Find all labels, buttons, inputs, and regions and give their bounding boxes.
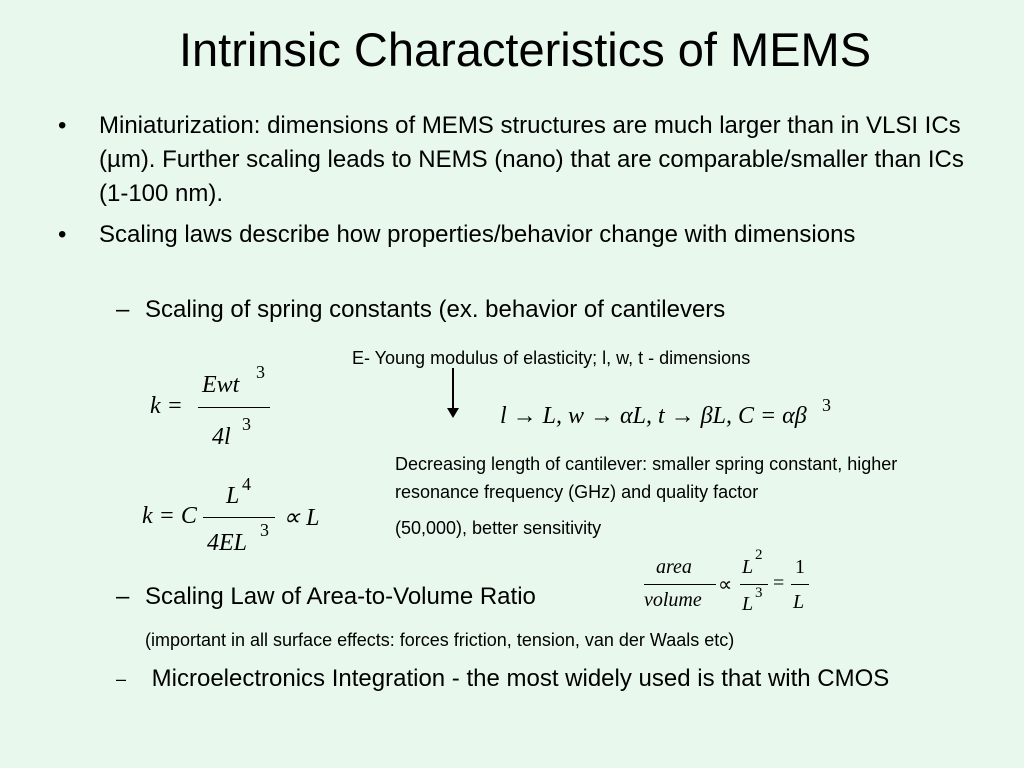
cantilever-note-continued: (50,000), better sensitivity	[395, 518, 602, 538]
sub-bullet-marker: –	[116, 583, 130, 610]
surface-effects-note: (important in all surface effects: forces friction, tension, van der Waals etc)	[145, 630, 735, 650]
page-title: Intrinsic Characteristics of MEMS	[178, 23, 872, 76]
sub-bullet-marker: –	[116, 296, 130, 323]
bullet-marker: •	[58, 221, 67, 248]
young-modulus-note: E- Young modulus of elasticity; l, w, t - dimensions	[352, 348, 751, 368]
sub-bullet-area-volume: Scaling Law of Area-to-Volume Ratio	[145, 583, 536, 610]
bullet-scaling-laws: Scaling laws describe how properties/behavior change with dimensions	[99, 221, 856, 248]
cantilever-note: Decreasing length of cantilever: smaller spring constant, higher resonance frequency (GHz) and quality factor	[395, 454, 898, 502]
bullet-marker: •	[58, 112, 67, 139]
bullet-miniaturization: Miniaturization: dimensions of MEMS structures are much larger than in VLSI ICs (µm). Further scaling leads to NEMS (nano) that are comparable/smaller than ICs (1-100 nm).	[99, 112, 964, 207]
sub-bullet-marker: –	[116, 669, 127, 689]
sub-bullet-cmos-integration: Microelectronics Integration - the most widely used is that with CMOS	[145, 665, 890, 692]
sub-bullet-spring-constants: Scaling of spring constants (ex. behavior of cantilevers	[145, 296, 726, 323]
